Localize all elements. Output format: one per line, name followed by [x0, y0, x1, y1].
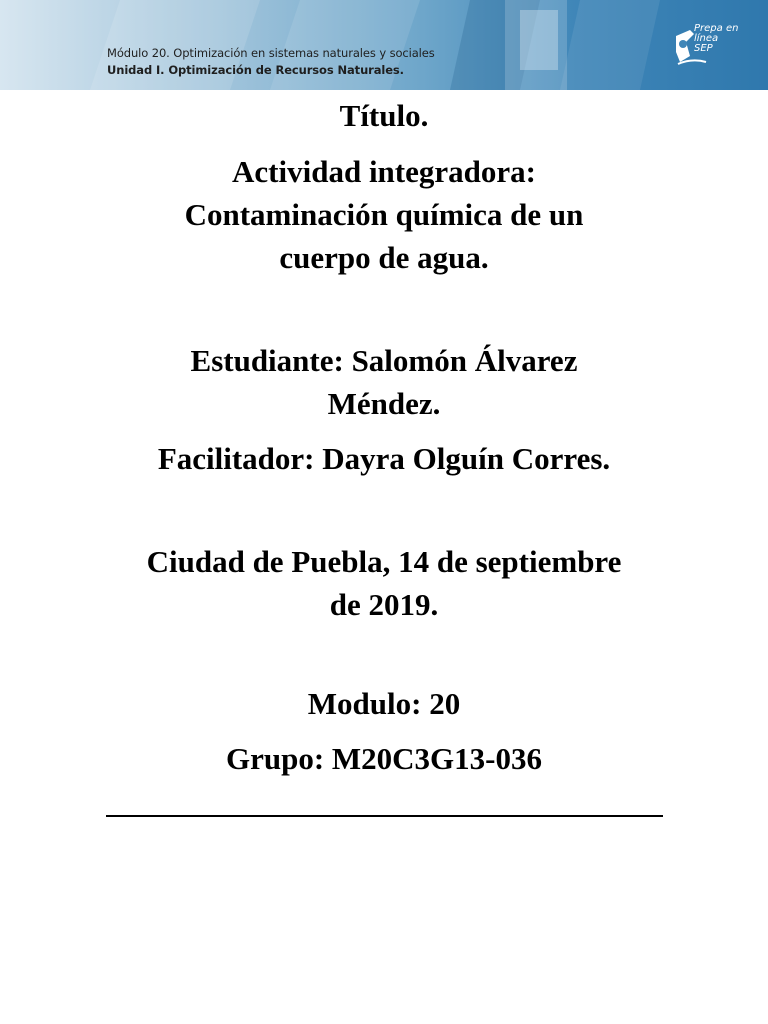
student-name-line: Estudiante: Salomón Álvarez: [190, 343, 578, 378]
module-heading: Módulo 20. Optimización en sistemas naturales y sociales: [107, 46, 435, 60]
unit-heading: Unidad I. Optimización de Recursos Naturales.: [107, 63, 404, 77]
logo-text-line: línea: [694, 33, 719, 44]
place-date-line: Ciudad de Puebla, 14 de septiembre: [146, 544, 622, 579]
title-label: Título.: [339, 98, 429, 133]
activity-title-line: Actividad integradora:: [232, 154, 536, 189]
header-text: [107, 45, 435, 79]
group-code: Grupo: M20C3G13-036: [225, 741, 542, 776]
student-name-line: Méndez.: [327, 386, 441, 421]
facilitator-name: Facilitador: Dayra Olguín Corres.: [157, 441, 611, 476]
logo-text-line: Prepa en: [694, 23, 739, 34]
place-date-line: de 2019.: [329, 587, 439, 622]
prepa-en-linea-sep-logo: [672, 22, 742, 68]
place-and-date: [60, 540, 708, 626]
activity-title-line: cuerpo de agua.: [279, 240, 489, 275]
module-number: Modulo: 20: [307, 686, 461, 721]
activity-title: [60, 150, 708, 279]
horizontal-rule: [106, 815, 663, 817]
activity-title-line: Contaminación química de un: [184, 197, 584, 232]
cover-page-content: [60, 94, 708, 780]
logo-wordmark: [694, 24, 738, 54]
logo-text-line: SEP: [694, 43, 713, 54]
header-banner: [0, 0, 768, 90]
student-name: [60, 339, 708, 425]
